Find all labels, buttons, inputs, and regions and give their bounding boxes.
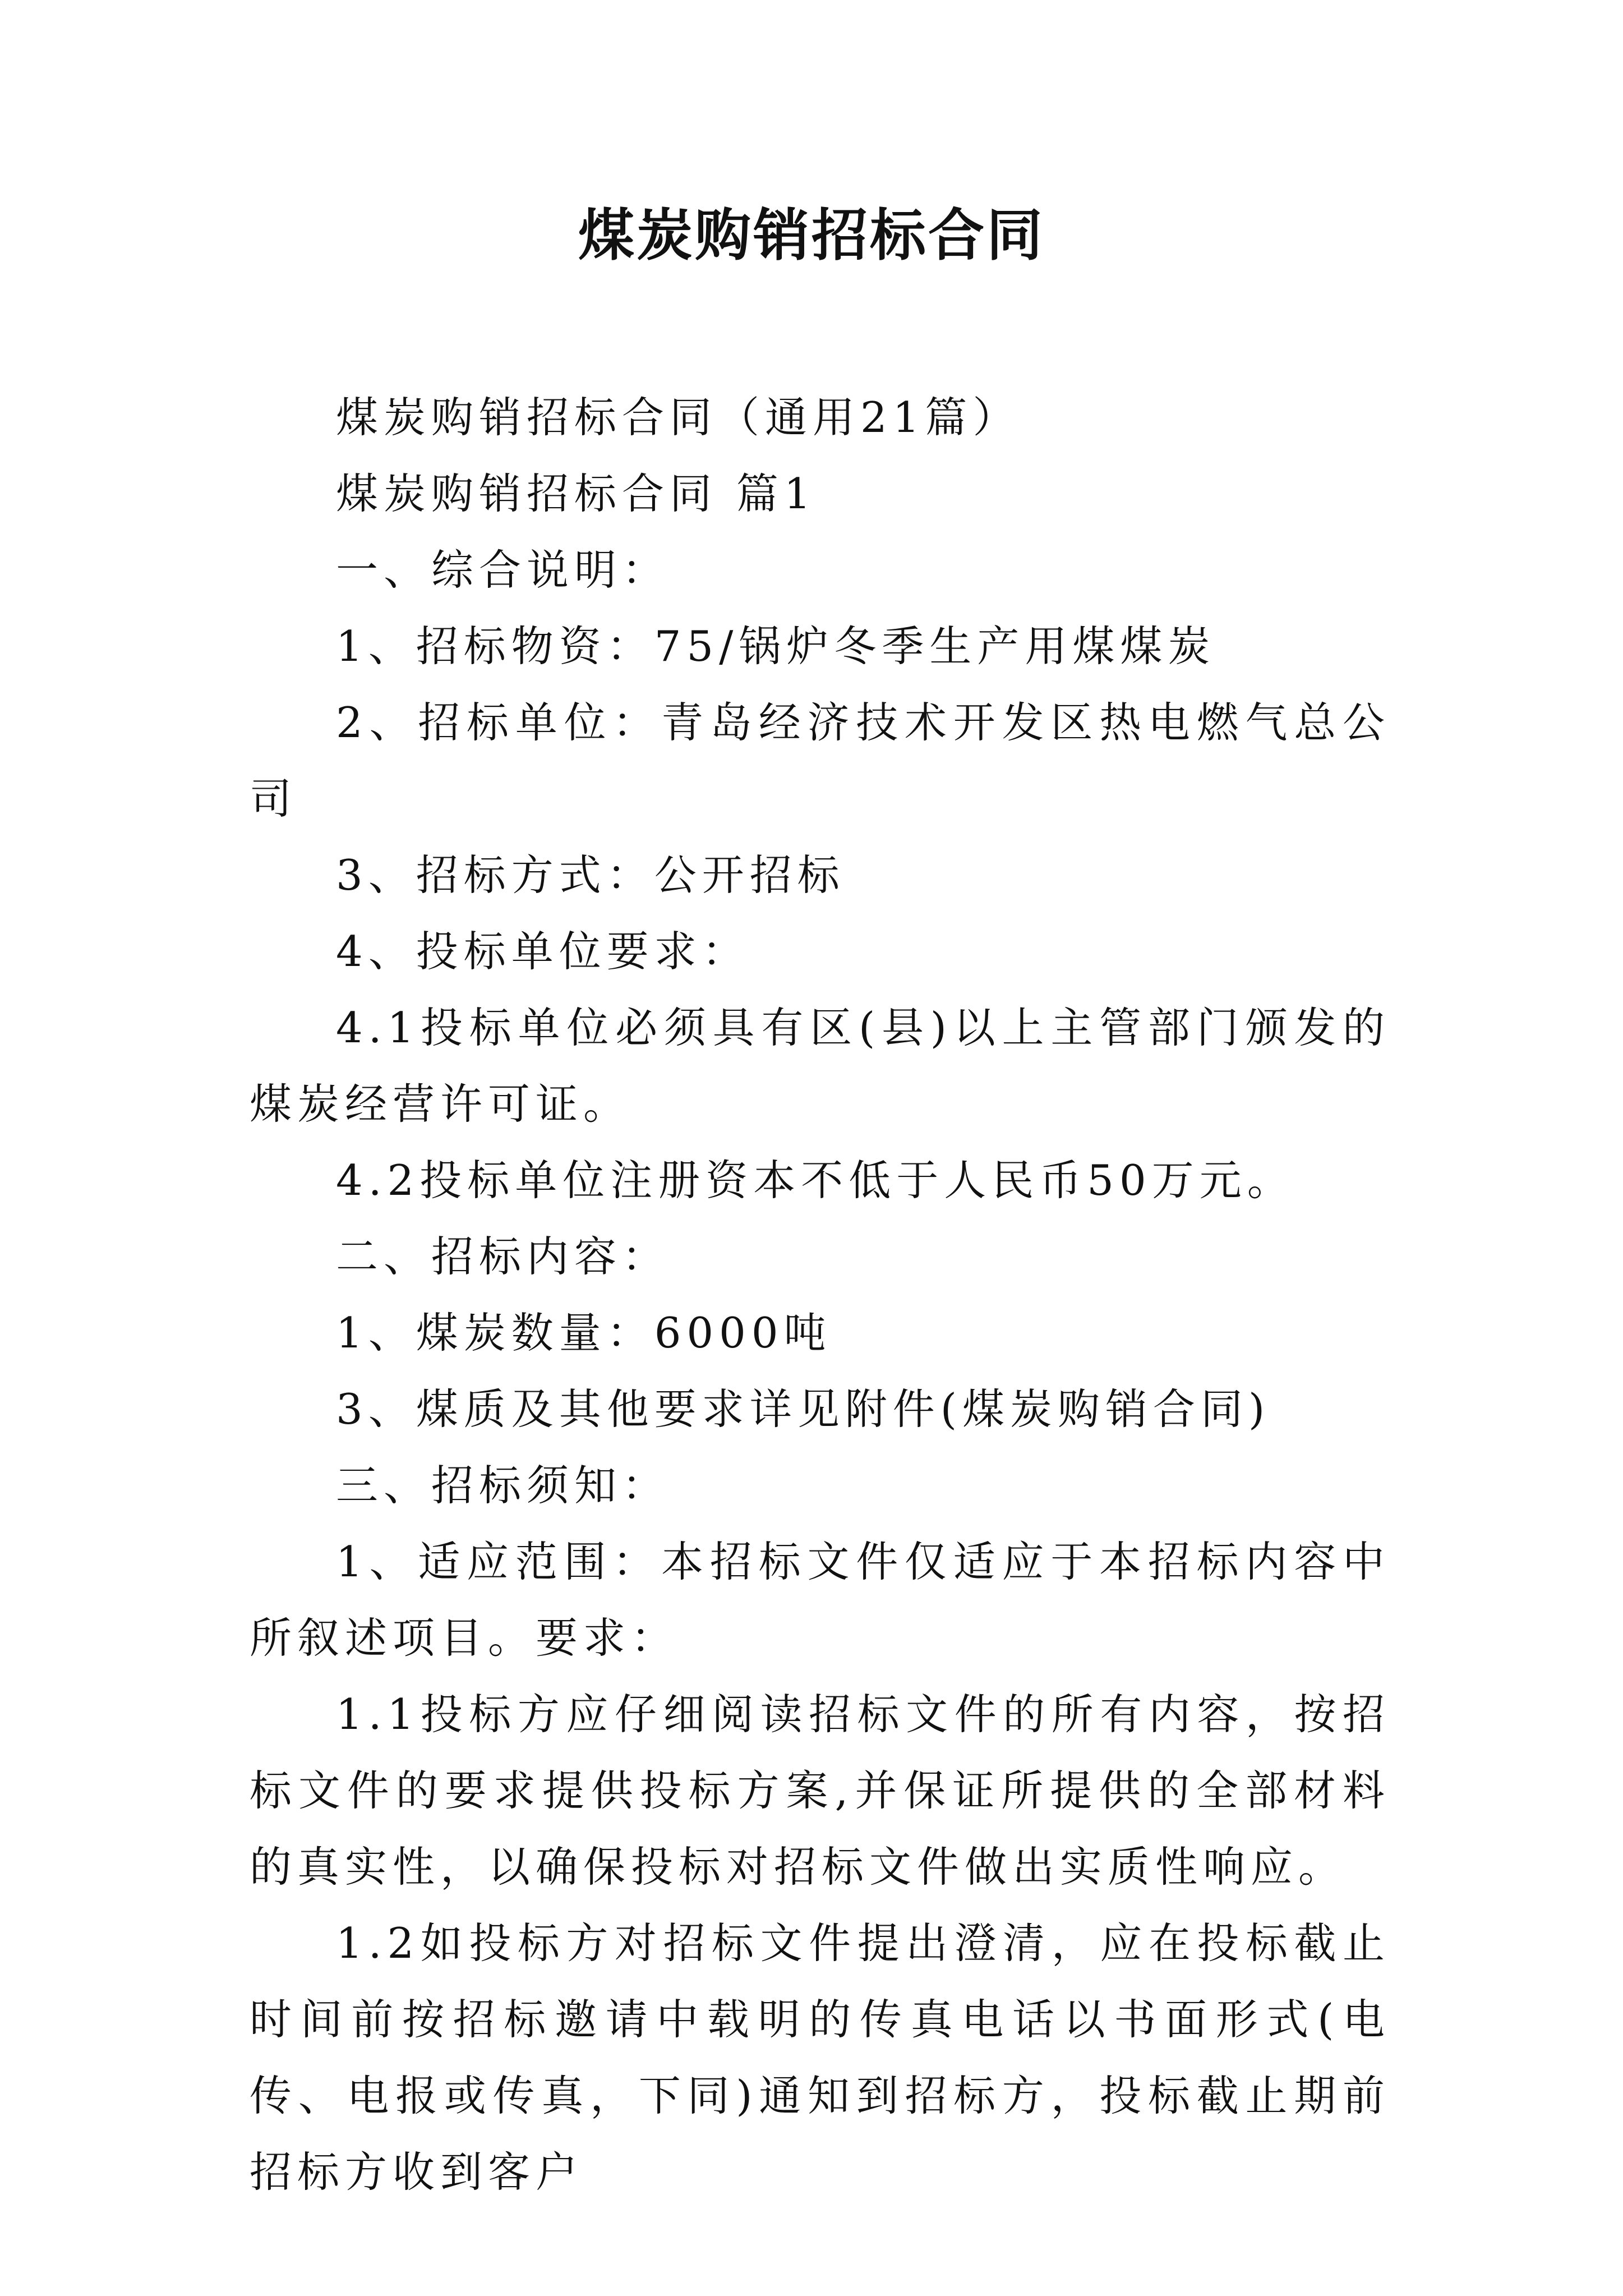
- paragraph: 1、招标物资：75/锅炉冬季生产用煤煤炭: [336, 622, 1216, 671]
- paragraph: 1、煤炭数量：6000吨: [336, 1308, 832, 1358]
- paragraph: 4.2投标单位注册资本不低于人民币50万元。: [336, 1156, 1295, 1205]
- paragraph: 煤炭购销招标合同（通用21篇）: [336, 393, 1021, 442]
- paragraph: 1.2如投标方对招标文件提出澄清，应在投标截止时间前按招标邀请中载明的传真电话以书面形式(电传、电报或传真，下同)通知到招标方，投标截止期前招标方收到客户: [250, 1918, 1390, 2197]
- paragraph: 2、招标单位：青岛经济技术开发区热电燃气总公司: [250, 698, 1390, 823]
- paragraph: 1、适应范围：本招标文件仅适应于本招标内容中所叙述项目。要求：: [250, 1537, 1390, 1663]
- document-title: 煤炭购销招标合同: [578, 203, 1045, 268]
- paragraph: 3、招标方式：公开招标: [336, 850, 845, 900]
- paragraph: 4、投标单位要求：: [336, 927, 750, 976]
- paragraph: 4.1投标单位必须具有区(县)以上主管部门颁发的煤炭经营许可证。: [250, 1003, 1390, 1129]
- section-heading: 二、招标内容：: [336, 1232, 670, 1281]
- document-body: [250, 379, 1390, 2210]
- section-heading: 一、综合说明：: [336, 545, 670, 595]
- paragraph: 3、煤质及其他要求详见附件(煤炭购销合同): [336, 1384, 1271, 1434]
- paragraph: 1.1投标方应仔细阅读招标文件的所有内容，按招标文件的要求提供投标方案,并保证所提供的全部材料的真实性，以确保投标对招标文件做出实质性响应。: [250, 1690, 1390, 1892]
- paragraph: 煤炭购销招标合同 篇1: [336, 469, 817, 518]
- section-heading: 三、招标须知：: [336, 1461, 670, 1510]
